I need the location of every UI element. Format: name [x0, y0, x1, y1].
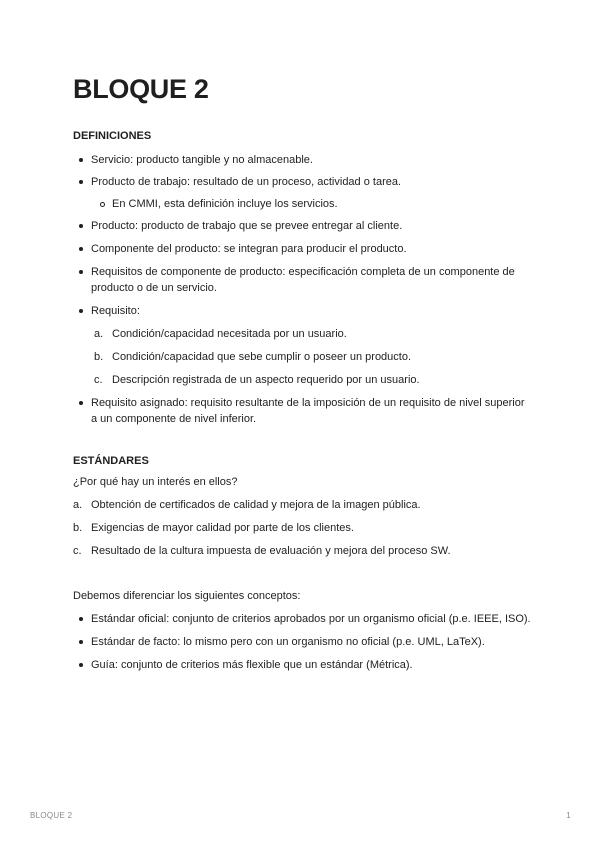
- list-item: Requisito:: [91, 303, 533, 319]
- list-item: [73, 520, 533, 536]
- concepts-list: [91, 611, 533, 673]
- section-heading-definiciones: DEFINICIONES: [73, 130, 152, 142]
- question-text: ¿Por qué hay un interés en ellos?: [73, 476, 238, 488]
- definiciones-list: [91, 152, 533, 319]
- list-marker: a.: [73, 499, 83, 511]
- sub-list-text: Descripción registrada de un aspecto requerido por un usuario.: [112, 374, 420, 386]
- list-item: Guía: conjunto de criterios más flexible que un estándar (Métrica).: [91, 657, 533, 673]
- reasons-list: [73, 497, 533, 559]
- list-item: Requisito asignado: requisito resultante de la imposición de un requisito de nivel superior a un componente de nivel inferior.: [91, 395, 533, 427]
- list-marker: b.: [94, 351, 104, 363]
- footer-left: BLOQUE 2: [30, 811, 73, 820]
- list-text: Obtención de certificados de calidad y mejora de la imagen pública.: [91, 499, 421, 511]
- list-item: [73, 543, 533, 559]
- list-marker: c.: [94, 374, 103, 386]
- list-item: Producto de trabajo: resultado de un proceso, actividad o tarea.: [91, 174, 533, 190]
- sub-list-item: [94, 372, 533, 388]
- list-item: Producto: producto de trabajo que se prevee entregar al cliente.: [91, 218, 533, 234]
- list-item: Componente del producto: se integran para producir el producto.: [91, 241, 533, 257]
- requisito-sublist: [94, 326, 533, 388]
- sub-list-item: [94, 349, 533, 365]
- list-marker: a.: [94, 328, 104, 340]
- page-title: BLOQUE 2: [73, 74, 209, 104]
- sub-list-item: En CMMI, esta definición incluye los servicios.: [112, 196, 533, 212]
- sub-list-text: Condición/capacidad necesitada por un usuario.: [112, 328, 347, 340]
- list-text: Resultado de la cultura impuesta de evaluación y mejora del proceso SW.: [91, 545, 451, 557]
- sub-list-text: Condición/capacidad que sebe cumplir o poseer un producto.: [112, 351, 412, 363]
- sub-list-item: [94, 326, 533, 342]
- list-item: Servicio: producto tangible y no almacenable.: [91, 152, 533, 168]
- document-page: [73, 72, 533, 673]
- list-marker: c.: [73, 545, 82, 557]
- list-marker: b.: [73, 522, 83, 534]
- list-item: [73, 497, 533, 513]
- list-item: Estándar oficial: conjunto de criterios aprobados por un organismo oficial (p.e. IEEE, ISO).: [91, 611, 533, 627]
- list-item: Estándar de facto: lo mismo pero con un organismo no oficial (p.e. UML, LaTeX).: [91, 634, 533, 650]
- page-number: 1: [566, 811, 571, 820]
- section-heading-estandares: ESTÁNDARES: [73, 455, 149, 467]
- list-text: Exigencias de mayor calidad por parte de los clientes.: [91, 522, 354, 534]
- list-item: Requisitos de componente de producto: especificación completa de un componente de producto o de un servicio.: [91, 264, 533, 296]
- definiciones-list-continued: [91, 395, 533, 427]
- concepts-intro: Debemos diferenciar los siguientes conceptos:: [73, 590, 301, 602]
